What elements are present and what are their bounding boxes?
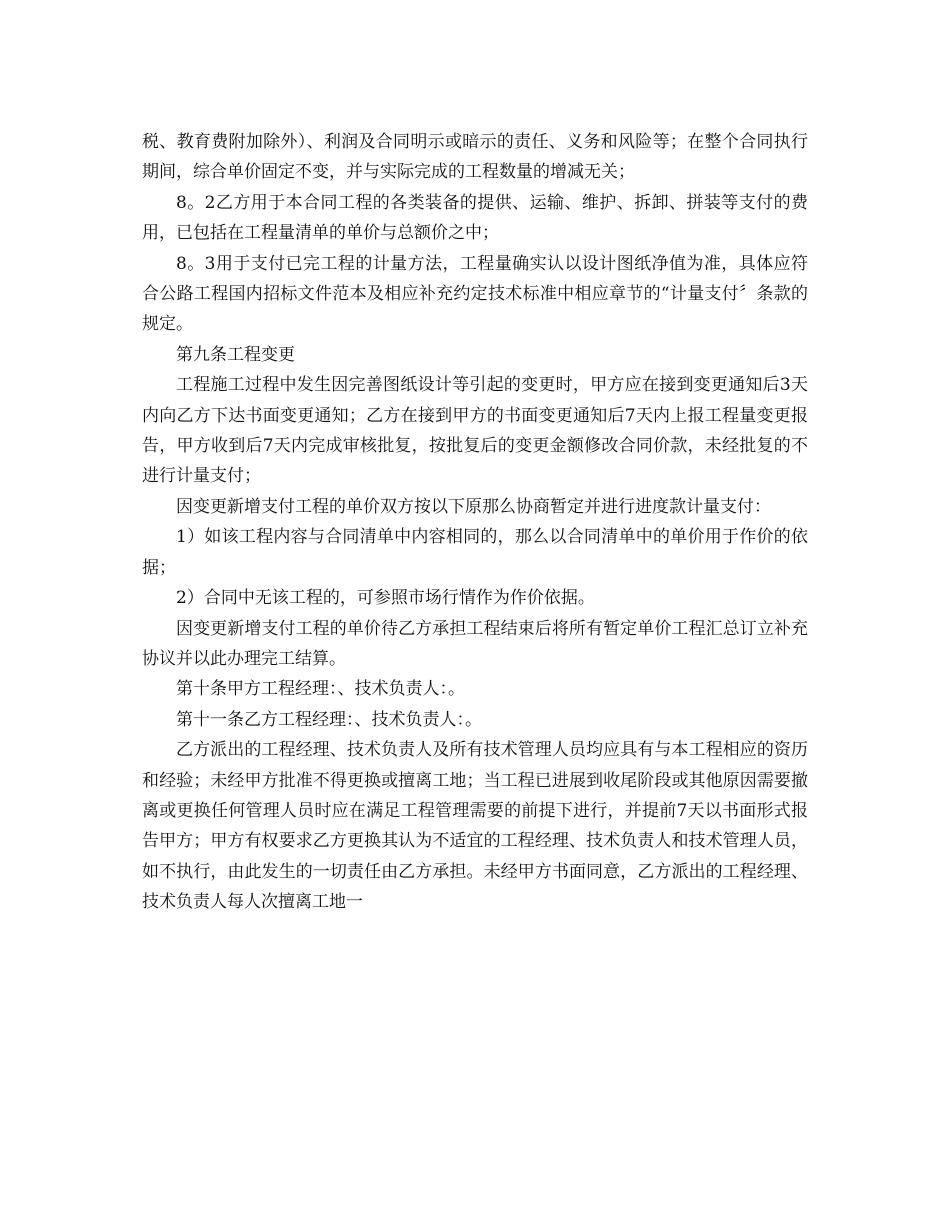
paragraph-continuation: 税、教育费附加除外）、利润及合同明示或暗示的责任、义务和风险等；在整个合同执行期间，综合单价固定不变，并与实际完成的工程数量的增减无关；	[142, 132, 808, 183]
paragraph-change-procedure: 工程施工过程中发生因完善图纸设计等引起的变更时，甲方应在接到变更通知后3天内向乙方下达书面变更通知；乙方在接到甲方的书面变更通知后7天内上报工程量变更报告，甲方收到后7天内完成审核批复，按批复后的变更金额修改合同价款，未经批复的不进行计量支付；	[142, 375, 808, 487]
article-10-heading: 第十条甲方工程经理：、技术负责人：。	[176, 679, 465, 700]
list-item-2: 2）合同中无该工程的，可参照市场行情作为作价依据。	[176, 588, 595, 609]
paragraph-8-3: 8。3用于支付已完工程的计量方法，工程量确实认以设计图纸净值为准，具体应符合公路工程国内招标文件范本及相应补充约定技术标准中相应章节的“计量支付〞条款的规定。	[142, 253, 808, 335]
paragraph-personnel: 乙方派出的工程经理、技术负责人及所有技术管理人员均应具有与本工程相应的资历和经验；未经甲方批准不得更换或擅离工地；当工程已进展到收尾阶段或其他原因需要撤离或更换任何管理人员时应在满足工程管理需要的前提下进行，并提前7天以书面形式报告甲方；甲方有权要求乙方更换其认为不适宜的工程经理、技术负责人和技术管理人员，如不执行，由此发生的一切责任由乙方承担。未经甲方书面同意，乙方派出的工程经理、技术负责人每人次擅离工地一	[142, 740, 808, 913]
paragraph-8-2: 8。2乙方用于本合同工程的各类装备的提供、运输、维护、拆卸、拼装等支付的费用，已包括在工程量清单的单价与总额价之中；	[142, 192, 808, 244]
paragraph-supplementary-agreement: 因变更新增支付工程的单价待乙方承担工程结束后将所有暂定单价工程汇总订立补充协议并以此办理完工结算。	[142, 618, 808, 669]
article-11-heading: 第十一条乙方工程经理：、技术负责人：。	[176, 709, 482, 730]
article-9-heading: 第九条工程变更	[176, 344, 295, 365]
list-item-1: 1）如该工程内容与合同清单中内容相同的，那么以合同清单中的单价用于作价的依据；	[142, 527, 808, 578]
document-body	[142, 127, 808, 918]
paragraph-new-unit-price: 因变更新增支付工程的单价双方按以下原那么协商暂定并进行进度款计量支付：	[176, 496, 771, 517]
